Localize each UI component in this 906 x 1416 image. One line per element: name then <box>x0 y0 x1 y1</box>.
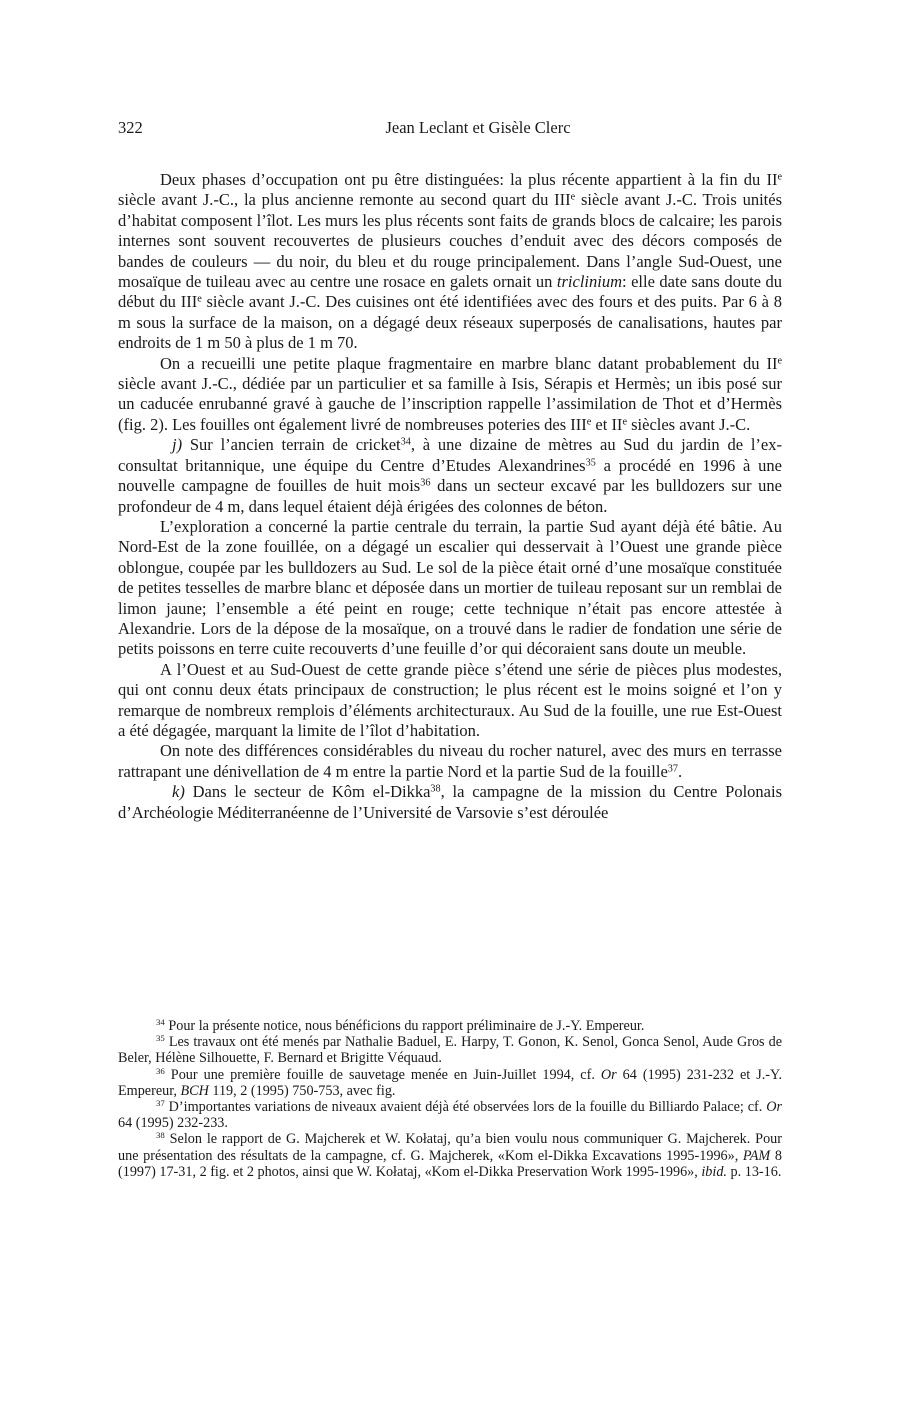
section-marker: k) <box>172 782 185 802</box>
footnote-text: 119, 2 (1995) 750-753, avec fig. <box>208 1082 396 1099</box>
text-run: On a recueilli une petite plaque fragmentaire en marbre blanc datant probablement du II <box>160 353 778 373</box>
footnote-text: 8 (1997) 17-31, 2 fig. et 2 photos, ainsi que W. Kołataj, «Kom el-Dikka Preservation Work 1995-1996», <box>118 1147 782 1180</box>
section-marker: j) <box>172 435 183 455</box>
text-run: siècle avant J.-C. Des cuisines ont été identifiées avec des fours et des puits. Par 6 à 8 m sous la surface de la maison, on a dégagé deux réseaux superposés de canalisations, hautes par endroits de 1 m 50 à plus de 1 m 70. <box>118 292 782 353</box>
paragraph-7 <box>118 782 782 823</box>
journal-abbrev: BCH <box>180 1082 209 1099</box>
footnote-34 <box>118 1018 782 1034</box>
footnote-text: D’importantes variations de niveaux avaient déjà été observées lors de la fouille du Billiardo Palace; cf. <box>164 1099 767 1116</box>
footnote-number: 37 <box>156 1098 165 1109</box>
text-run: a procédé en 1996 à une nouvelle campagne de fouilles de huit mois <box>118 455 782 496</box>
text-run: Dans le secteur de Kôm el-Dikka <box>184 782 431 802</box>
text-run: et II <box>591 414 623 434</box>
footnote-36 <box>118 1067 782 1099</box>
text-run: siècles avant J.-C. <box>626 414 751 434</box>
text-run: siècle avant J.-C. Trois unités d’habitat composent l’îlot. Les murs les plus récents sont faits de grands blocs de calcaire; les parois internes sont souvent recouvertes de plusieurs couches d’enduit avec des décors composés de bandes de couleurs — du noir, du bleu et du rouge principalement. Dans l’angle Sud-Ouest, une mosaïque de tuileau avec au centre une rosace en galets ornait un <box>118 190 782 292</box>
text-run: . <box>678 761 683 781</box>
running-head: Jean Leclant et Gisèle Clerc <box>385 118 571 137</box>
text-run: , la campagne de la mission du Centre Polonais d’Archéologie Méditerranéenne de l’Université de Varsovie s’est déroulée <box>118 782 782 822</box>
journal-abbrev: Or <box>766 1099 782 1116</box>
superscript: e <box>570 191 576 203</box>
superscript: e <box>586 416 592 428</box>
text-run: dans un secteur excavé par les bulldozers sur une profondeur de 4 m, dans lequel étaient déjà érigées des colonnes de béton. <box>118 476 782 516</box>
footnote-35 <box>118 1034 782 1066</box>
journal-abbrev: PAM <box>742 1147 771 1164</box>
footnote-number: 34 <box>156 1017 165 1028</box>
paragraph-5: A l’Ouest et au Sud-Ouest de cette grande pièce s’étend une série de pièces plus modestes, qui ont connu deux états principaux de construction; le plus récent est le moins soigné et l’on y remarque de nombreux remplois d’éléments architecturaux. Au Sud de la fouille, une rue Est-Ouest a été dégagée, marquant la limite de l’îlot d’habitation. <box>118 659 782 740</box>
footnote-text: p. 13-16. <box>726 1163 782 1180</box>
paragraph-3 <box>118 435 782 517</box>
footnote-ref[interactable]: 36 <box>420 477 431 489</box>
superscript: e <box>622 416 627 428</box>
superscript: e <box>777 171 782 183</box>
footnote-number: 36 <box>156 1065 165 1076</box>
text-run: siècle avant J.-C., la plus ancienne remonte au second quart du III <box>118 190 571 210</box>
text-run: Deux phases d’occupation ont pu être distinguées: la plus récente appartient à la fin du II <box>160 170 778 189</box>
footnote-number: 38 <box>156 1130 165 1141</box>
superscript: e <box>197 293 202 305</box>
footnotes <box>118 1018 782 1180</box>
footnote-text: Pour la présente notice, nous bénéficions du rapport préliminaire de J.-Y. Empereur. <box>164 1018 645 1034</box>
journal-abbrev: ibid. <box>701 1163 727 1180</box>
page-number: 322 <box>118 118 143 137</box>
footnote-text: Selon le rapport de G. Majcherek et W. Kołataj, qu’a bien voulu nous communiquer G. Majcherek. Pour une présentation des résultats de la campagne, cf. G. Majcherek, «Kom el-Dikka Excavations 1995-1996», <box>118 1131 782 1164</box>
footnote-38 <box>118 1131 782 1180</box>
footnote-37 <box>118 1099 782 1131</box>
footnote-ref[interactable]: 37 <box>667 763 679 775</box>
text-run: Sur l’ancien terrain de cricket <box>182 435 401 455</box>
superscript: e <box>777 355 782 367</box>
text-run: On note des différences considérables du niveau du rocher naturel, avec des murs en terrasse rattrapant une dénivellation de 4 m entre la partie Nord et la partie Sud de la fouille <box>118 741 782 781</box>
footnote-text: Pour une première fouille de sauvetage menée en Juin-Juillet 1994, cf. <box>164 1066 601 1083</box>
body-text <box>118 170 782 823</box>
paragraph-1 <box>118 170 782 354</box>
text-run: , à une dizaine de mètres au Sud du jardin de l’ex-consultat britannique, une équipe du Centre d’Etudes Alexandrines <box>118 435 782 475</box>
paragraph-6 <box>118 741 782 782</box>
text-run: : elle date sans doute du début du III <box>118 272 782 312</box>
footnote-number: 35 <box>156 1033 165 1044</box>
italic-term: triclinium <box>556 272 622 292</box>
text-run: siècle avant J.-C., dédiée par un particulier et sa famille à Isis, Sérapis et Hermès; un ibis posé sur un caducée enrubanné gravé à gauche de l’inscription rappelle l’assimilation de Thot et d’Hermès (fig. 2). Les fouilles ont également livré de nombreuses poteries des III <box>118 374 782 434</box>
footnote-ref[interactable]: 35 <box>585 457 596 469</box>
footnote-text: 64 (1995) 231-232 et J.-Y. Empereur, <box>118 1066 782 1099</box>
footnote-text: Les travaux ont été menés par Nathalie Baduel, E. Harpy, T. Gonon, K. Senol, Gonca Senol, Aude Gros de Beler, Hélène Silhouette, F. Bernard et Brigitte Véquaud. <box>118 1034 782 1067</box>
footnote-ref[interactable]: 38 <box>430 783 441 795</box>
paragraph-2 <box>118 354 782 436</box>
footnote-ref[interactable]: 34 <box>400 436 411 448</box>
paragraph-4: L’exploration a concerné la partie centrale du terrain, la partie Sud ayant déjà été bâtie. Au Nord-Est de la zone fouillée, on a dégagé un escalier qui desservait à l’Ouest une grande pièce oblongue, coupée par les bulldozers au Sud. Le sol de la pièce était orné d’une mosaïque constituée de petites tesselles de marbre blanc et déposée dans un mortier de tuileau reposant sur un remblai de limon jaune; l’ensemble a été peint en rouge; cette technique n’était pas encore attestée à Alexandrie. Lors de la dépose de la mosaïque, on a trouvé dans le radier de fondation une série de petits poissons en terre cuite recouverts d’une feuille d’or qui décoraient sans doute un meuble. <box>118 516 782 659</box>
footnote-text: 64 (1995) 232-233. <box>118 1115 228 1132</box>
journal-abbrev: Or <box>600 1066 617 1083</box>
